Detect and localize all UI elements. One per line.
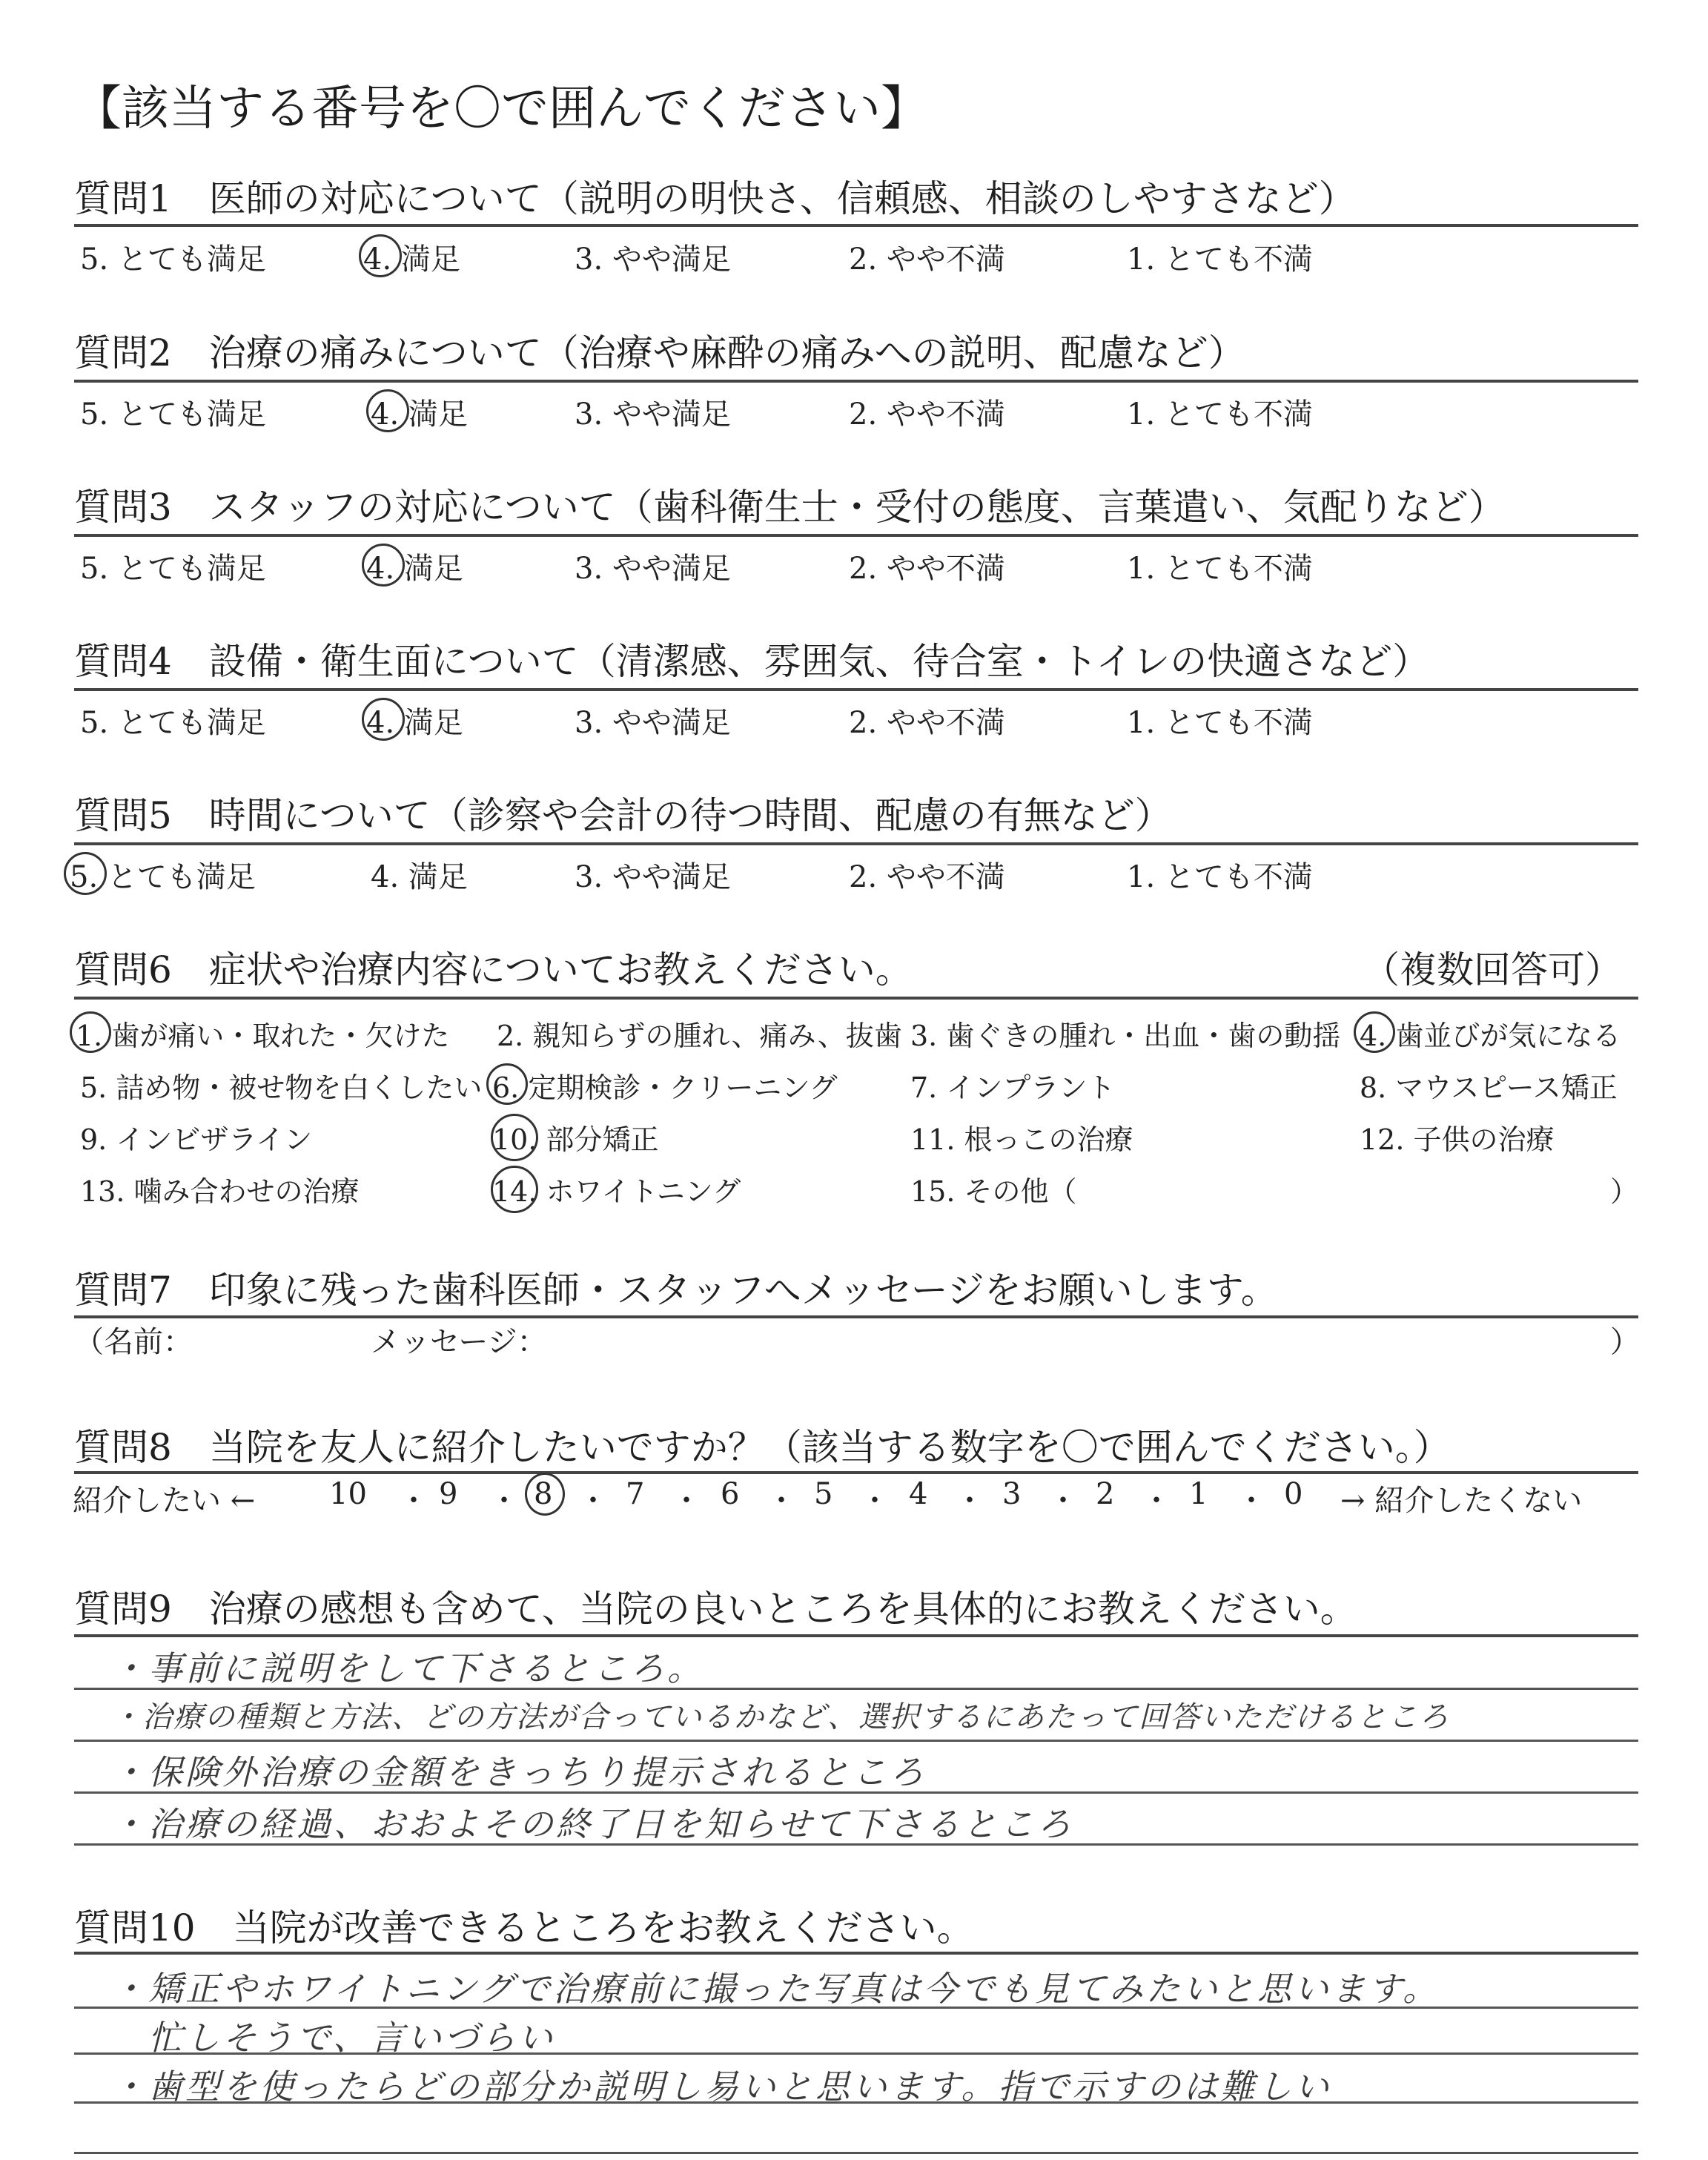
q4-option-2[interactable]: 2. やや不満: [849, 706, 1005, 740]
selection-circle: [491, 1166, 538, 1213]
q3-option-5[interactable]: 5. とても満足: [80, 552, 266, 586]
q6-option-3[interactable]: 3. 歯ぐきの腫れ・出血・歯の動揺: [910, 1020, 1341, 1052]
scale-dot: ・: [767, 1484, 796, 1518]
divider: [74, 534, 1638, 537]
answer-line: [74, 2152, 1638, 2154]
selection-circle: [491, 1114, 538, 1161]
scale-dot: ・: [672, 1484, 701, 1518]
q6-option-8[interactable]: 8. マウスピース矯正: [1360, 1071, 1618, 1104]
question-5-title: 質問5 時間について（診察や会計の待つ時間、配慮の有無など）: [74, 794, 1172, 837]
answer-line: [74, 1740, 1638, 1742]
q6-option-12[interactable]: 12. 子供の治療: [1360, 1123, 1555, 1156]
name-label: （名前：: [74, 1325, 193, 1359]
selection-circle: [525, 1473, 565, 1516]
question-9-title: 質問9 治療の感想も含めて、当院の良いところを具体的にお教えください。: [74, 1588, 1357, 1631]
q6-option-4[interactable]: 4. 歯並びが気になる: [1360, 1020, 1621, 1052]
scale-dot: ・: [1142, 1484, 1171, 1518]
q5-option-5[interactable]: 5. とても満足: [70, 860, 256, 894]
divider: [74, 842, 1638, 845]
q9-answer-1: ・事前に説明をして下さるところ。: [111, 1648, 704, 1688]
q6-option-2[interactable]: 2. 親知らずの腫れ、痛み、抜歯: [497, 1020, 902, 1052]
scale-dot: ・: [399, 1484, 428, 1518]
divider: [74, 1315, 1638, 1318]
q4-option-5[interactable]: 5. とても満足: [80, 706, 266, 740]
q3-option-1[interactable]: 1. とても不満: [1127, 552, 1313, 586]
q6-option-11[interactable]: 11. 根っこの治療: [910, 1123, 1133, 1156]
q6-option-14[interactable]: 14. ホワイトニング: [492, 1175, 741, 1208]
q6-option-15-close: ）: [1610, 1175, 1639, 1208]
selection-circle: [362, 544, 405, 587]
page-title: 【該当する番号を〇で囲んでください】: [74, 82, 928, 136]
divider: [74, 1471, 1638, 1474]
scale-dot: ・: [578, 1484, 608, 1518]
recommend-right-label: → 紹介したくない: [1340, 1484, 1583, 1518]
scale-3[interactable]: 3: [1002, 1477, 1022, 1511]
q6-option-5[interactable]: 5. 詰め物・被せ物を白くしたい: [80, 1071, 483, 1104]
message-label: メッセージ：: [371, 1325, 547, 1359]
selection-circle: [359, 234, 402, 277]
question-2-title: 質問2 治療の痛みについて（治療や麻酔の痛みへの説明、配慮など）: [74, 331, 1245, 374]
recommend-left-label: 紹介したい ←: [73, 1484, 256, 1518]
q9-answer-4: ・治療の経過、おおよその終了日を知らせて下さるところ: [111, 1804, 1074, 1844]
scale-dot: ・: [860, 1484, 890, 1518]
scale-dot: ・: [1237, 1484, 1266, 1518]
q5-option-1[interactable]: 1. とても不満: [1127, 860, 1313, 894]
q1-option-5[interactable]: 5. とても満足: [80, 242, 266, 277]
message-close: ）: [1610, 1325, 1640, 1359]
selection-circle: [70, 1011, 111, 1053]
q9-answer-2: ・治療の種類と方法、どの方法が合っているかなど、選択するにあたって回答いただけるところ: [111, 1700, 1450, 1734]
scale-4[interactable]: 4: [909, 1477, 928, 1511]
scale-2[interactable]: 2: [1096, 1477, 1115, 1511]
q6-option-10[interactable]: 10. 部分矯正: [492, 1123, 659, 1156]
scale-7[interactable]: 7: [626, 1477, 645, 1511]
scale-5[interactable]: 5: [814, 1477, 833, 1511]
q4-option-4[interactable]: 4. 満足: [366, 706, 463, 740]
divider: [74, 1634, 1638, 1637]
question-10-title: 質問10 当院が改善できるところをお教えください。: [74, 1906, 974, 1949]
q6-option-7[interactable]: 7. インプラント: [910, 1071, 1116, 1104]
question-8-title: 質問8 当院を友人に紹介したいですか？（該当する数字を〇で囲んでください。）: [74, 1426, 1451, 1469]
q10-answer-1: ・矯正やホワイトニングで治療前に撮った写真は今でも見てみたいと思います。: [111, 1969, 1440, 2009]
divider: [74, 688, 1638, 691]
question-6-note: （複数回答可）: [1363, 948, 1622, 991]
selection-circle: [1354, 1011, 1395, 1053]
q6-option-6[interactable]: 6. 定期検診・クリーニング: [492, 1071, 838, 1104]
question-7-title: 質問7 印象に残った歯科医師・スタッフへメッセージをお願いします。: [74, 1269, 1278, 1312]
divider: [74, 997, 1638, 1000]
q3-option-2[interactable]: 2. やや不満: [849, 552, 1005, 586]
q5-option-2[interactable]: 2. やや不満: [849, 860, 1005, 894]
q9-answer-3: ・保険外治療の金額をきっちり提示されるところ: [111, 1752, 927, 1792]
scale-0[interactable]: 0: [1284, 1477, 1303, 1511]
q2-option-2[interactable]: 2. やや不満: [849, 397, 1005, 432]
question-1-title: 質問1 医師の対応について（説明の明快さ、信頼感、相談のしやすさなど）: [74, 177, 1356, 220]
q3-option-4[interactable]: 4. 満足: [366, 552, 463, 586]
q6-option-13[interactable]: 13. 噛み合わせの治療: [80, 1175, 360, 1208]
q1-option-4[interactable]: 4. 満足: [363, 242, 460, 277]
selection-circle: [362, 698, 405, 741]
scale-10[interactable]: 10: [329, 1477, 367, 1511]
q10-answer-3: ・歯型を使ったらどの部分か説明し易いと思います。指で示すのは難しい: [111, 2067, 1332, 2107]
scale-dot: ・: [489, 1484, 519, 1518]
q6-option-9[interactable]: 9. インビザライン: [80, 1123, 313, 1156]
scale-8[interactable]: 8: [534, 1477, 553, 1511]
q3-option-3[interactable]: 3. やや満足: [575, 552, 731, 586]
question-3-title: 質問3 スタッフの対応について（歯科衛生士・受付の態度、言葉遣い、気配りなど）: [74, 486, 1506, 529]
q2-option-3[interactable]: 3. やや満足: [575, 397, 731, 432]
q1-option-3[interactable]: 3. やや満足: [575, 242, 731, 277]
selection-circle: [366, 389, 409, 432]
q2-option-1[interactable]: 1. とても不満: [1127, 397, 1313, 432]
selection-circle: [64, 852, 107, 895]
scale-dot: ・: [955, 1484, 984, 1518]
q6-option-1[interactable]: 1. 歯が痛い・取れた・欠けた: [76, 1020, 450, 1052]
q5-option-4[interactable]: 4. 満足: [371, 860, 468, 894]
divider: [74, 224, 1638, 227]
q4-option-3[interactable]: 3. やや満足: [575, 706, 731, 740]
question-6-title: 質問6 症状や治療内容についてお教えください。: [74, 948, 913, 991]
q2-option-5[interactable]: 5. とても満足: [80, 397, 266, 432]
scale-9[interactable]: 9: [439, 1477, 458, 1511]
scale-1[interactable]: 1: [1189, 1477, 1208, 1511]
scale-6[interactable]: 6: [721, 1477, 740, 1511]
scale-dot: ・: [1048, 1484, 1078, 1518]
question-4-title: 質問4 設備・衛生面について（清潔感、雰囲気、待合室・トイレの快適さなど）: [74, 640, 1430, 683]
divider: [74, 1952, 1638, 1955]
q2-option-4[interactable]: 4. 満足: [371, 397, 468, 432]
q10-answer-2: 忙しそうで、言いづらい: [111, 2018, 556, 2058]
q6-option-15[interactable]: 15. その他（: [910, 1175, 1077, 1208]
selection-circle: [486, 1063, 528, 1105]
divider: [74, 380, 1638, 383]
q1-option-2[interactable]: 2. やや不満: [849, 242, 1005, 277]
q1-option-1[interactable]: 1. とても不満: [1127, 242, 1313, 277]
q5-option-3[interactable]: 3. やや満足: [575, 860, 731, 894]
q4-option-1[interactable]: 1. とても不満: [1127, 706, 1313, 740]
